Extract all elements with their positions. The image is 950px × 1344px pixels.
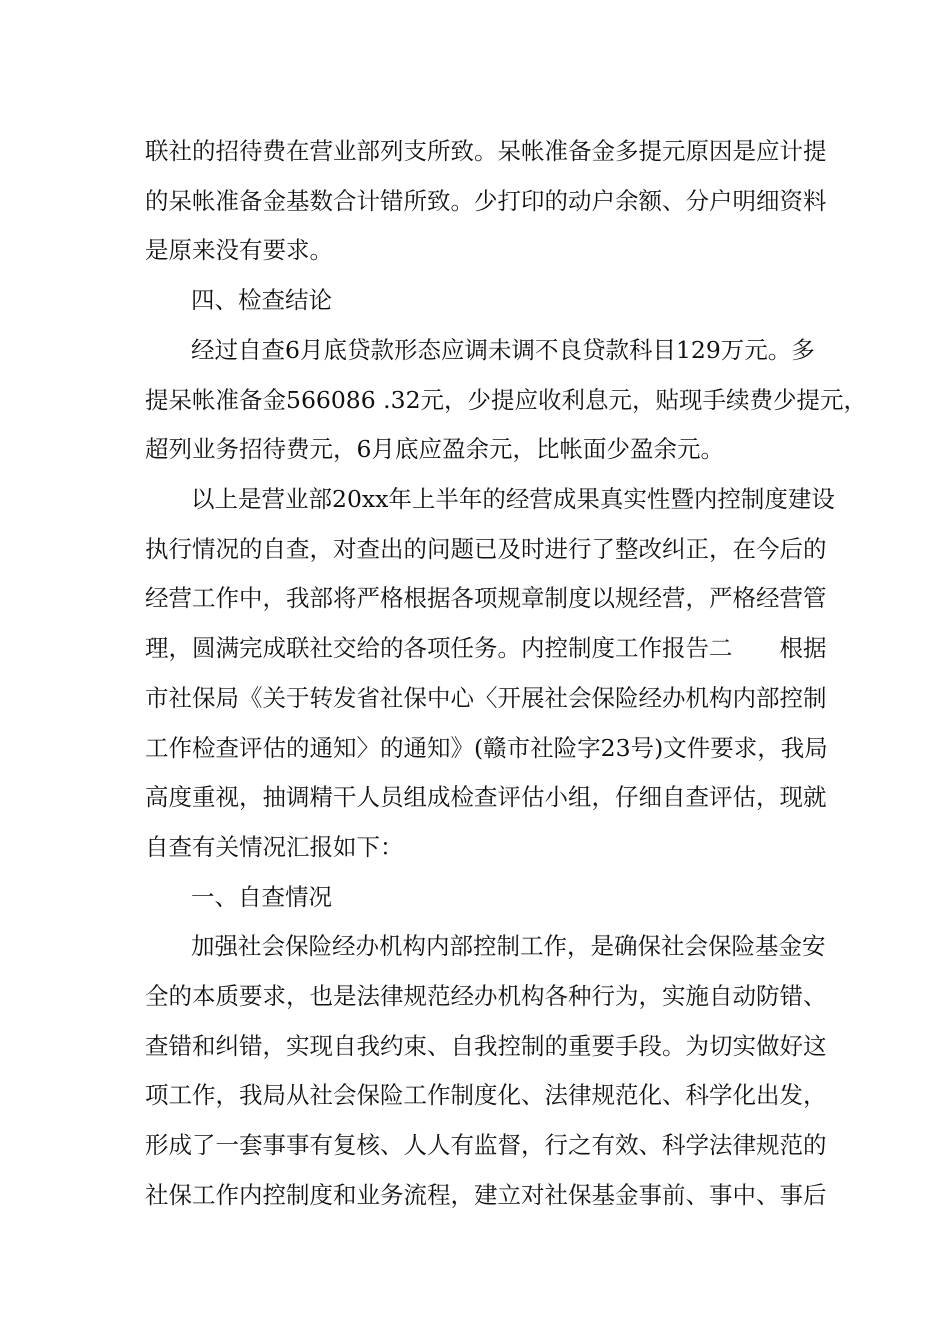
- text-line-22: 社保工作内控制度和业务流程，建立对社保基金事前、事中、事后: [145, 1181, 827, 1209]
- text-line-17: 加强社会保险经办机构内部控制工作，是确保社会保险基金安: [191, 932, 826, 960]
- text-line-8: 以上是营业部20xx年上半年的经营成果真实性暨内控制度建设: [191, 485, 835, 513]
- text-line-2: 的呆帐准备金基数合计错所致。少打印的动户余额、分户明细资料: [145, 187, 827, 215]
- section-heading-conclusion: 四、检查结论: [191, 286, 332, 314]
- text-line-3: 是原来没有要求。: [145, 236, 333, 264]
- text-line-19: 查错和纠错，实现自我约束、自我控制的重要手段。为切实做好这: [145, 1032, 827, 1060]
- text-line-10: 经营工作中，我部将严格根据各项规章制度以规经营，严格经营管: [145, 584, 827, 612]
- text-line-13: 工作检查评估的通知〉的通知》(赣市社险字23号)文件要求，我局: [145, 734, 828, 762]
- text-line-9: 执行情况的自查，对查出的问题已及时进行了整改纠正，在今后的: [145, 535, 827, 563]
- text-line-1: 联社的招待费在营业部列支所致。呆帐准备金多提元原因是应计提: [145, 137, 827, 165]
- text-line-11: 理，圆满完成联社交给的各项任务。内控制度工作报告二 根据: [145, 634, 827, 662]
- text-line-7: 超列业务招待费元，6月底应盈余元，比帐面少盈余元。: [145, 435, 724, 463]
- text-line-14: 高度重视，抽调精干人员组成检查评估小组，仔细自查评估，现就: [145, 783, 827, 811]
- text-line-5: 经过自查6月底贷款形态应调未调不良贷款科目129万元。多: [191, 336, 815, 364]
- text-line-15: 自查有关情况汇报如下：: [145, 833, 404, 861]
- text-line-6: 提呆帐准备金566086 .32元，少提应收利息元，贴现手续费少提元，: [145, 386, 868, 414]
- text-line-21: 形成了一套事事有复核、人人有监督，行之有效、科学法律规范的: [145, 1131, 827, 1159]
- section-heading-self-check: 一、自查情况: [191, 883, 332, 911]
- text-line-12: 市社保局《关于转发省社保中心〈开展社会保险经办机构内部控制: [145, 684, 827, 712]
- text-line-18: 全的本质要求，也是法律规范经办机构各种行为，实施自动防错、: [145, 982, 827, 1010]
- text-line-20: 项工作，我局从社会保险工作制度化、法律规范化、科学化出发，: [145, 1081, 827, 1109]
